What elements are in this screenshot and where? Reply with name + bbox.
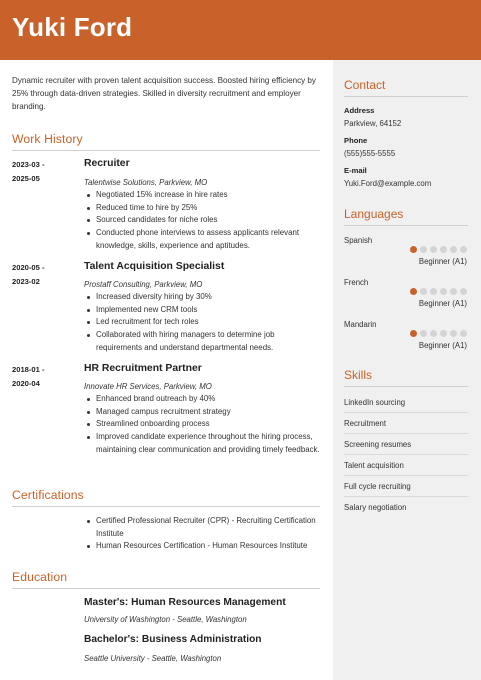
summary-text: Dynamic recruiter with proven talent acquisition success. Boosted hiring efficiency by 25% through data-driven strategies. Skilled in diversity recruitment and employer branding. (12, 76, 316, 111)
language-name: French (344, 278, 369, 287)
list-item: Implemented new CRM tools (84, 304, 320, 317)
rating-dot-empty (430, 288, 437, 295)
job-bullets (84, 393, 320, 457)
list-item: Certified Professional Recruiter (CPR) - Recruiting Certification Institute (84, 515, 320, 540)
language-level: Beginner (A1) (418, 341, 467, 350)
education-degree: Master's: Human Resources Management (84, 597, 286, 608)
job-dates (12, 363, 45, 391)
language-rating (410, 288, 467, 295)
rating-dot-empty (430, 246, 437, 253)
rating-dot-filled (410, 330, 417, 337)
job-company: Talentwise Solutions, Parkview, MO (84, 178, 208, 187)
candidate-name: Yuki Ford (12, 12, 133, 42)
education-degree: Bachelor's: Business Administration (84, 634, 262, 645)
language-rating (410, 246, 467, 253)
job-title: Talent Acquisition Specialist (84, 261, 225, 272)
list-item: Increased diversity hiring by 30% (84, 291, 320, 304)
language-level: Beginner (A1) (418, 299, 467, 308)
job-title: HR Recruitment Partner (84, 363, 202, 374)
list-item: Reduced time to hire by 25% (84, 202, 320, 215)
skill-item: Recruitment (344, 419, 387, 428)
language-level: Beginner (A1) (418, 257, 467, 266)
list-item: Streamlined onboarding process (84, 418, 320, 431)
rating-dot-empty (460, 288, 467, 295)
job-end-date: 2025-05 (12, 174, 40, 183)
job-dates (12, 158, 45, 186)
list-item: Managed campus recruitment strategy (84, 406, 320, 419)
rating-dot-empty (420, 246, 427, 253)
list-item: Enhanced brand outreach by 40% (84, 393, 320, 406)
phone-value: (555)555-5555 (344, 149, 396, 158)
rating-dot-empty (440, 330, 447, 337)
list-item: Collaborated with hiring managers to determine job requirements and understand departmental needs. (84, 329, 320, 354)
header-banner (0, 0, 481, 60)
certifications-heading: Certifications (12, 488, 84, 502)
skill-item: Full cycle recruiting (344, 482, 411, 491)
email-label: E-mail (344, 166, 367, 175)
email-value: Yuki.Ford@example.com (344, 179, 432, 188)
skill-divider (344, 454, 468, 455)
skill-divider (344, 475, 468, 476)
phone-label: Phone (344, 136, 368, 145)
skills-heading: Skills (344, 368, 373, 382)
list-item: Improved candidate experience throughout the hiring process, maintaining clear communication and providing timely feedback. (84, 431, 320, 456)
address-label: Address (344, 106, 375, 115)
education-school: University of Washington - Seattle, Washington (84, 615, 247, 624)
job-end-date: 2023-02 (12, 277, 40, 286)
section-divider (344, 96, 468, 97)
section-divider (12, 588, 320, 589)
language-name: Mandarin (344, 320, 377, 329)
skill-item: Salary negotiation (344, 503, 407, 512)
job-start-date: 2023-03 - (12, 160, 45, 169)
skill-divider (344, 412, 468, 413)
rating-dot-empty (440, 246, 447, 253)
skill-divider (344, 433, 468, 434)
rating-dot-empty (420, 330, 427, 337)
address-value: Parkview, 64152 (344, 119, 402, 128)
list-item: Led recruitment for tech roles (84, 316, 320, 329)
rating-dot-filled (410, 246, 417, 253)
rating-dot-empty (460, 330, 467, 337)
skill-divider (344, 496, 468, 497)
skill-item: Screening resumes (344, 440, 412, 449)
list-item: Sourced candidates for niche roles (84, 214, 320, 227)
section-divider (344, 386, 468, 387)
list-item: Conducted phone interviews to assess applicants relevant knowledge, skills, experience and aptitudes. (84, 227, 320, 252)
education-school: Seattle University - Seattle, Washington (84, 654, 222, 663)
section-divider (12, 506, 320, 507)
skill-item: Talent acquisition (344, 461, 404, 470)
job-bullets (84, 189, 320, 253)
job-bullets (84, 291, 320, 355)
language-name: Spanish (344, 236, 373, 245)
rating-dot-empty (450, 288, 457, 295)
job-company: Prostaff Consulting, Parkview, MO (84, 280, 203, 289)
skill-item: LinkedIn sourcing (344, 398, 406, 407)
rating-dot-filled (410, 288, 417, 295)
rating-dot-empty (450, 246, 457, 253)
job-dates (12, 261, 45, 289)
rating-dot-empty (420, 288, 427, 295)
language-rating (410, 330, 467, 337)
section-divider (344, 225, 468, 226)
contact-heading: Contact (344, 78, 386, 92)
job-end-date: 2020-04 (12, 379, 40, 388)
list-item: Negotiated 15% increase in hire rates (84, 189, 320, 202)
certification-list (84, 515, 320, 553)
list-item: Human Resources Certification - Human Resources Institute (84, 540, 320, 553)
job-start-date: 2018-01 - (12, 365, 45, 374)
rating-dot-empty (460, 246, 467, 253)
languages-heading: Languages (344, 207, 404, 221)
job-title: Recruiter (84, 158, 130, 169)
rating-dot-empty (450, 330, 457, 337)
work-history-heading: Work History (12, 132, 83, 146)
job-company: Innovate HR Services, Parkview, MO (84, 382, 212, 391)
rating-dot-empty (430, 330, 437, 337)
rating-dot-empty (440, 288, 447, 295)
education-heading: Education (12, 570, 68, 584)
section-divider (12, 150, 320, 151)
job-start-date: 2020-05 - (12, 263, 45, 272)
